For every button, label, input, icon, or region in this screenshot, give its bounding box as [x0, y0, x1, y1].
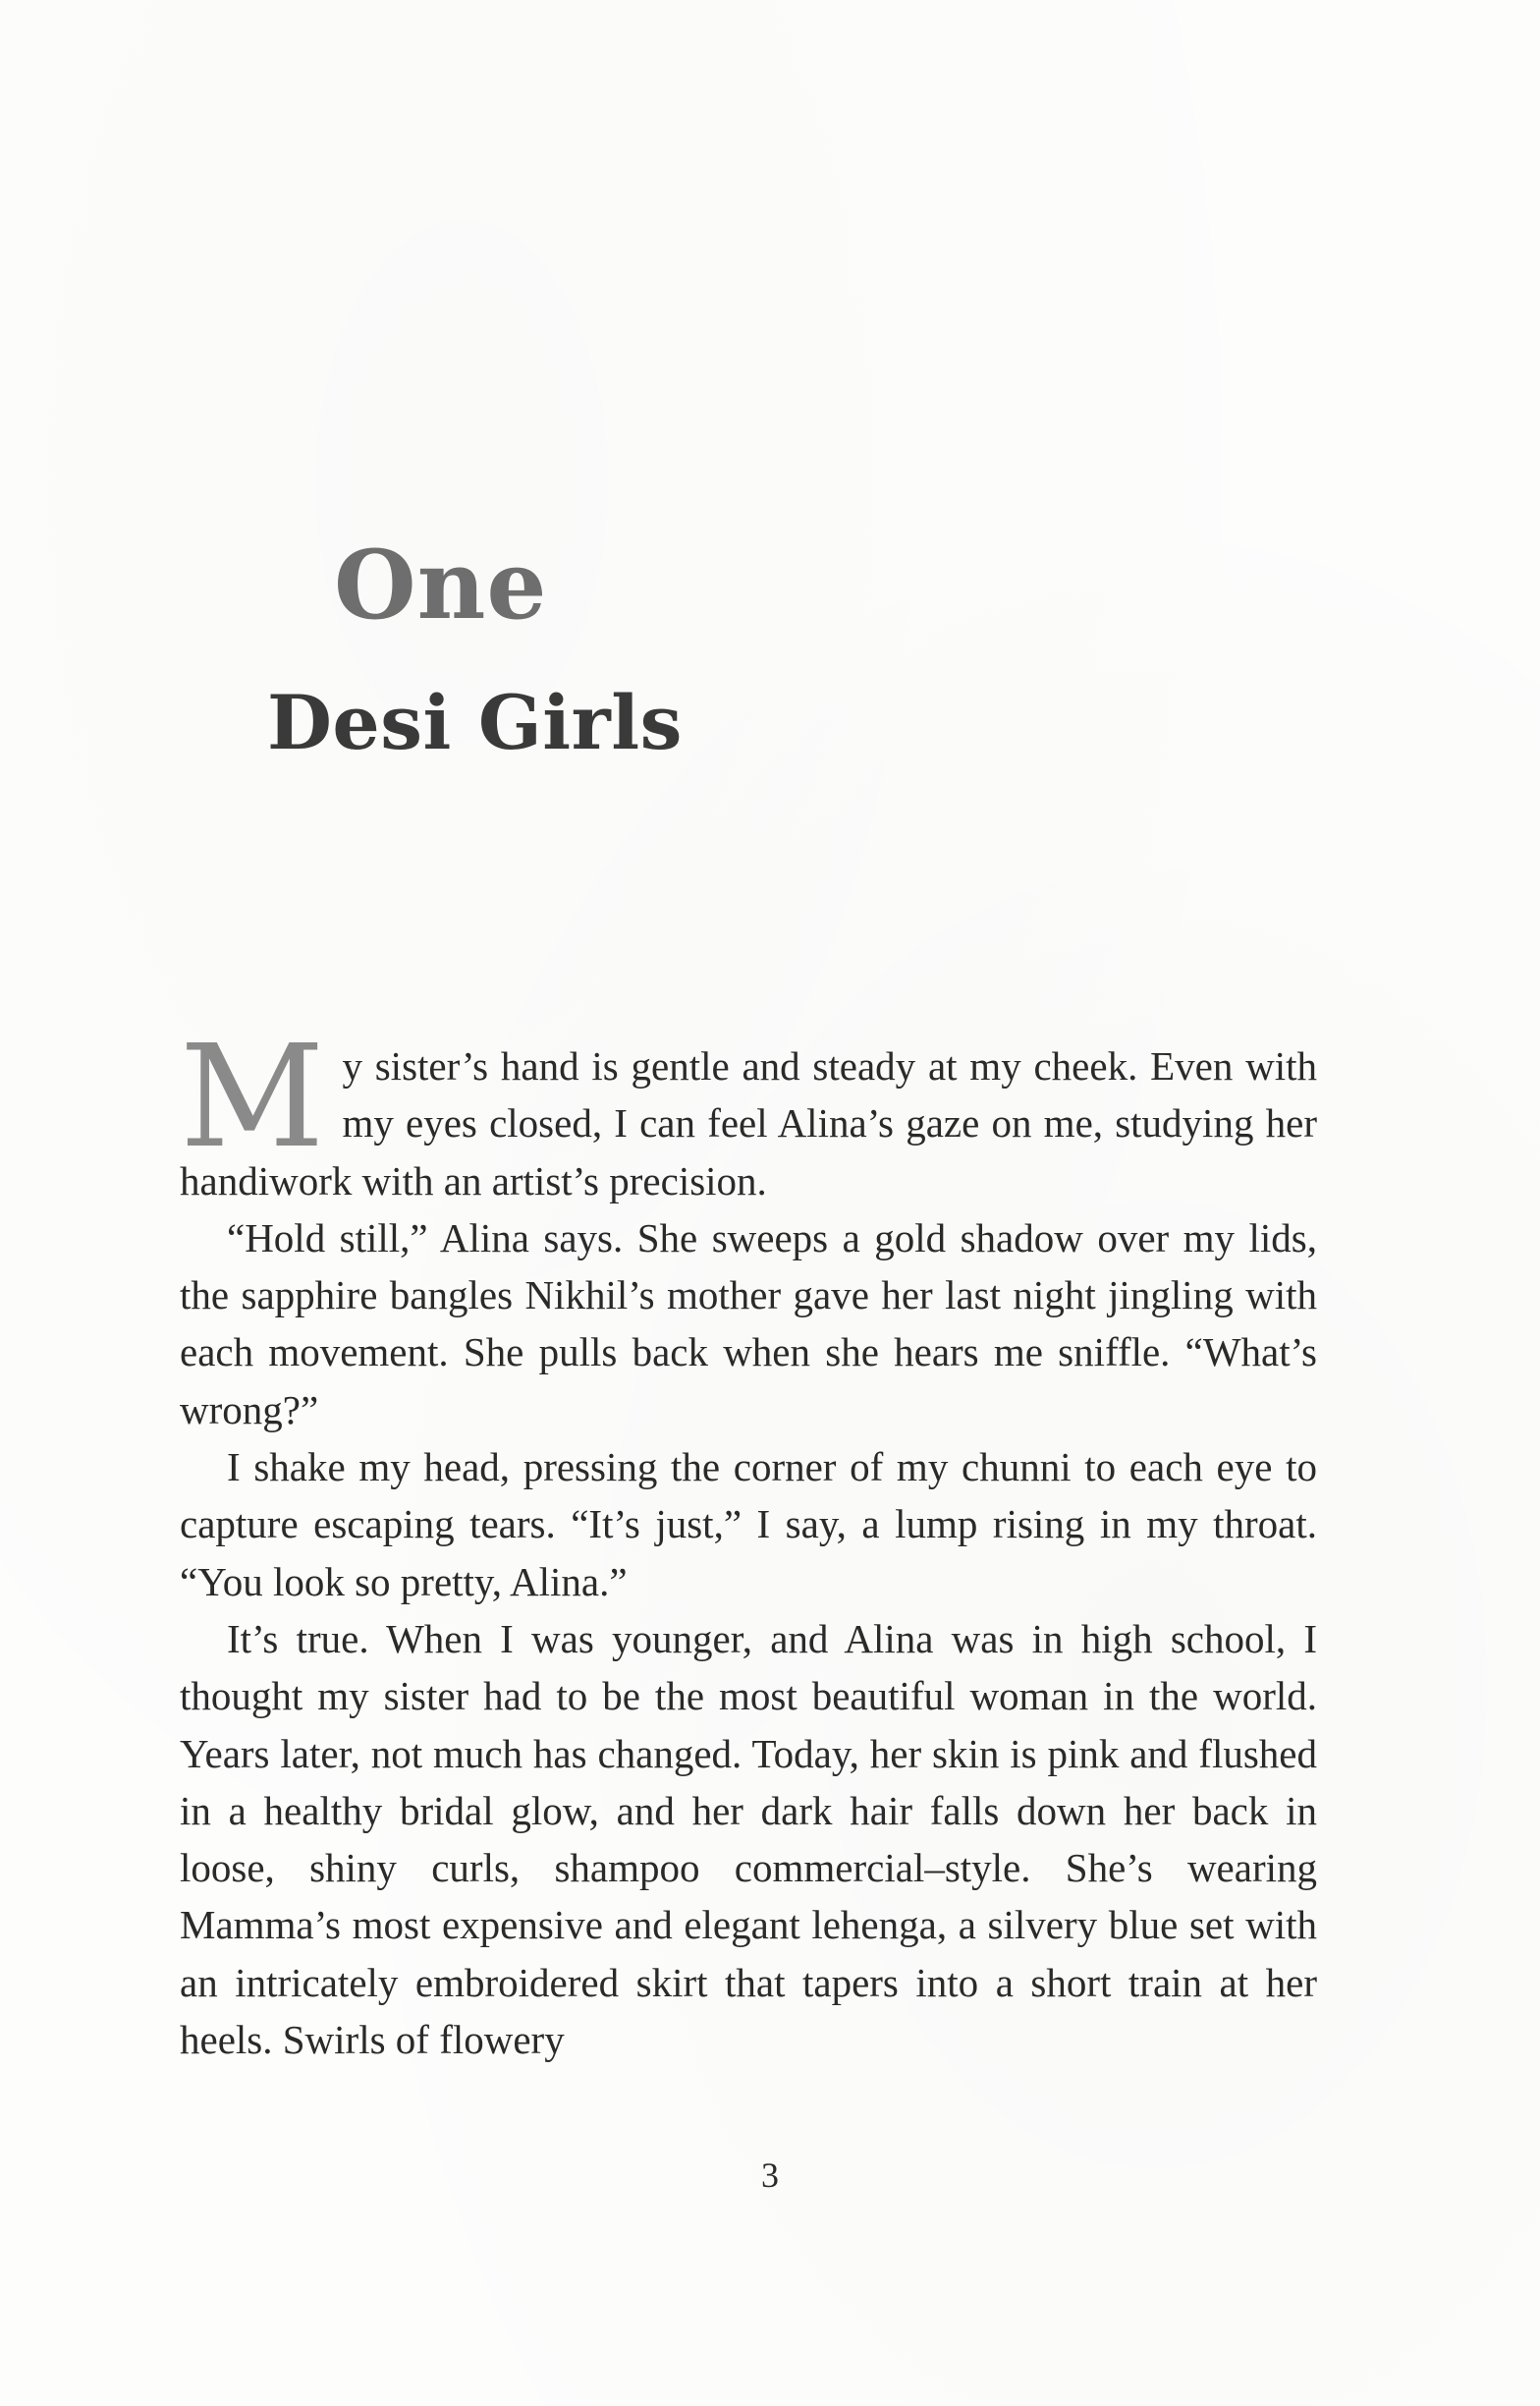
chapter-title: Desi Girls	[267, 679, 683, 766]
paragraph-4: It’s true. When I was younger, and Alina was in high school, I thought my sister had to be the most beautiful woman in the world. Years later, not much has changed. Today, her skin is pink and flushed in a healthy bridal glow, and her dark hair falls down her back in loose, shiny curls, shampoo commercial–style. She’s wearing Mamma’s most expensive and elegant lehenga, a silvery blue set with an intricately embroidered skirt that tapers into a short train at her heels. Swirls of flowery	[180, 1615, 1317, 2063]
paragraph-1	[180, 1014, 1317, 1209]
chapter-number: One	[334, 530, 548, 641]
chapter-body	[180, 1014, 1317, 2068]
drop-cap: M	[180, 1014, 325, 1179]
paragraph-3: I shake my head, pressing the corner of my chunni to each eye to capture escaping tears. “It’s just,” I say, a lump rising in my throat. “You look so pretty, Alina.”	[180, 1444, 1317, 1604]
paragraph-1-text: y sister’s hand is gentle and steady at my cheek. Even with my eyes closed, I can feel Alina’s gaze on me, studying her handiwork with an artist’s precision.	[180, 1043, 1317, 1203]
page-number: 3	[761, 2155, 779, 2195]
paragraph-2: “Hold still,” Alina says. She sweeps a gold shadow over my lids, the sapphire bangles Nikhil’s mother gave her last night jingling with each movement. She pulls back when she hears me sniffle. “What’s wrong?”	[180, 1214, 1317, 1432]
